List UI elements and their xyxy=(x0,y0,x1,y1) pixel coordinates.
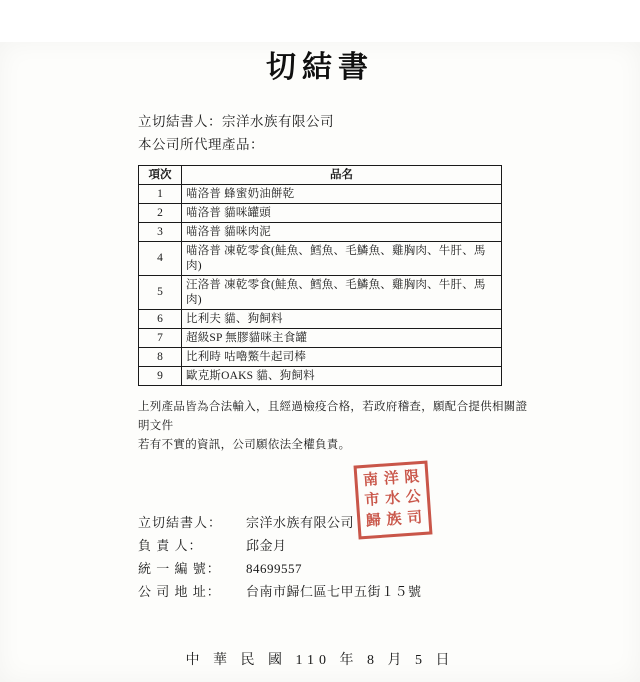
date-year: 110 xyxy=(295,653,331,668)
cell-no: 9 xyxy=(139,367,182,386)
cell-name: 超級SP 無膠貓咪主食罐 xyxy=(182,329,502,348)
table-row xyxy=(139,185,502,204)
cell-no: 5 xyxy=(139,276,182,310)
company-seal-stamp xyxy=(354,461,433,540)
cell-no: 2 xyxy=(139,204,182,223)
date-day-unit: 日 xyxy=(435,653,455,668)
cell-name: 喵洛普 貓咪肉泥 xyxy=(182,223,502,242)
signer-label: 立切結書人： xyxy=(138,515,223,530)
date-month-unit: 月 xyxy=(387,653,407,668)
address-label: 公 司 地 址： xyxy=(138,584,221,599)
notes-block xyxy=(138,398,530,455)
signature-row-tax-id xyxy=(138,557,640,580)
cell-no: 7 xyxy=(139,329,182,348)
date-day: 5 xyxy=(414,653,427,668)
address-value: 台南市歸仁區七甲五街１５號 xyxy=(246,584,422,599)
seal-char: 歸 xyxy=(365,513,383,531)
seal-char: 水 xyxy=(384,490,402,509)
cell-no: 8 xyxy=(139,348,182,367)
table-row xyxy=(139,242,502,276)
table-header-row xyxy=(139,166,502,185)
cell-name: 喵洛普 蜂蜜奶油餅乾 xyxy=(182,185,502,204)
note-line-2: 若有不實的資訊，公司願依法全權負責。 xyxy=(138,439,351,451)
seal-char: 市 xyxy=(364,492,381,510)
signature-row-address xyxy=(138,580,640,603)
table-row xyxy=(139,329,502,348)
tax-id-value: 84699557 xyxy=(246,561,302,576)
cell-name: 比利時 咕嚕鱉牛起司棒 xyxy=(182,348,502,367)
table-row xyxy=(139,276,502,310)
tax-id-label: 統 一 編 號： xyxy=(138,561,221,576)
note-line-1: 上列產品皆為合法輸入，且經過檢疫合格，若政府稽查，願配合提供相關證明文件 xyxy=(138,401,528,432)
cell-no: 6 xyxy=(139,310,182,329)
seal-characters xyxy=(360,467,426,533)
document-page xyxy=(0,42,640,682)
seal-char: 族 xyxy=(386,511,403,529)
table-header-no: 項次 xyxy=(139,166,182,185)
seal-char: 司 xyxy=(406,510,424,528)
cell-name: 比利夫 貓、狗飼料 xyxy=(182,310,502,329)
signature-row-representative xyxy=(138,534,640,557)
table-row xyxy=(139,348,502,367)
signer-value: 宗洋水族有限公司 xyxy=(246,515,355,530)
date-month: 8 xyxy=(366,653,379,668)
date-line xyxy=(0,649,640,669)
seal-char: 公 xyxy=(405,489,422,507)
intro-line-1: 立切結書人：宗洋水族有限公司 xyxy=(138,114,334,129)
table-row xyxy=(139,204,502,223)
cell-no: 3 xyxy=(139,223,182,242)
seal-char: 洋 xyxy=(383,470,400,488)
cell-no: 1 xyxy=(139,185,182,204)
seal-char: 南 xyxy=(362,471,380,489)
signature-block xyxy=(138,468,640,603)
date-era: 中 華 民 國 xyxy=(185,653,287,668)
cell-name: 汪洛普 凍乾零食(鮭魚、鱈魚、毛鱗魚、雞胸肉、牛肝、馬肉) xyxy=(182,276,502,310)
cell-name: 歐克斯OAKS 貓、狗飼料 xyxy=(182,367,502,386)
table-row xyxy=(139,367,502,386)
representative-label: 負 責 人： xyxy=(138,538,203,553)
page-title: 切結書 xyxy=(266,51,374,84)
seal-char: 限 xyxy=(403,468,421,486)
cell-no: 4 xyxy=(139,242,182,276)
table-row xyxy=(139,310,502,329)
product-table xyxy=(138,165,502,386)
date-year-unit: 年 xyxy=(339,653,359,668)
representative-value: 邱金月 xyxy=(246,538,287,553)
intro-block xyxy=(138,112,530,155)
intro-line-2: 本公司所代理產品： xyxy=(138,137,264,152)
table-header-name: 品名 xyxy=(182,166,502,185)
table-row xyxy=(139,223,502,242)
cell-name: 喵洛普 貓咪罐頭 xyxy=(182,204,502,223)
cell-name: 喵洛普 凍乾零食(鮭魚、鱈魚、毛鱗魚、雞胸肉、牛肝、馬肉) xyxy=(182,242,502,276)
